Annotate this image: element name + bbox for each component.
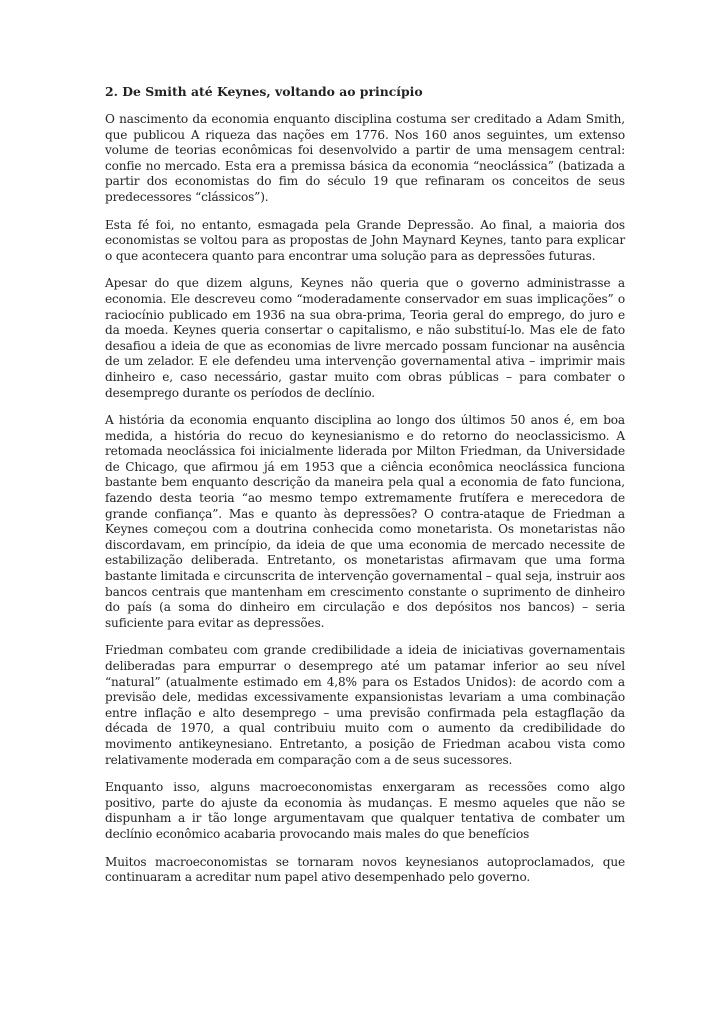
document-page [105,84,625,898]
paragraph: Friedman combateu com grande credibilidade a ideia de iniciativas governamentais deliberadas para empurrar o desemprego até um patamar inferior ao seu nível “natural” (atualmente estimado em 4,8% para os Estados Unidos): de acordo com a previsão dele, medidas excessivamente expansionistas levariam a uma combinação entre inflação e alto desemprego – uma previsão confirmada pela estagflação da década de 1970, a qual contribuiu muito com o aumento da credibilidade do movimento antikeynesiano. Entretanto, a posição de Friedman acabou vista como relativamente moderada em comparação com a de seus sucessores. [105,643,625,767]
paragraph: Muitos macroeconomistas se tornaram novos keynesianos autoproclamados, que continuaram a acreditar num papel ativo desempenhado pelo governo. [105,854,625,885]
paragraph: Enquanto isso, alguns macroeconomistas enxergaram as recessões como algo positivo, parte do ajuste da economia às mudanças. E mesmo aqueles que não se dispunham a ir tão longe argumentavam que qualquer tentativa de combater um declínio econômico acabaria provocando mais males do que benefícios [105,780,625,841]
paragraph: A história da economia enquanto disciplina ao longo dos últimos 50 anos é, em boa medida, a história do recuo do keynesianismo e do retorno do neoclassicismo. A retomada neoclássica foi inicialmente liderada por Milton Friedman, da Universidade de Chicago, que afirmou já em 1953 que a ciência econômica neoclássica funciona bastante bem enquanto descrição da maneira pela qual a economia de fato funciona, fazendo desta teoria “ao mesmo tempo extremamente frutífera e merecedora de grande confiança”. Mas e quanto às depressões? O contra-ataque de Friedman a Keynes começou com a doutrina conhecida como monetarista. Os monetaristas não discordavam, em princípio, da ideia de que uma economia de mercado necessite de estabilização deliberada. Entretanto, os monetaristas afirmavam que uma forma bastante limitada e circunscrita de intervenção governamental – qual seja, instruir aos bancos centrais que mantenham em crescimento constante o suprimento de dinheiro do país (a soma do dinheiro em circulação e dos depósitos nos bancos) – seria suficiente para evitar as depressões. [105,413,625,630]
paragraph: Esta fé foi, no entanto, esmagada pela Grande Depressão. Ao final, a maioria dos economistas se voltou para as propostas de John Maynard Keynes, tanto para explicar o que acontecera quanto para encontrar uma solução para as depressões futuras. [105,217,625,263]
paragraph: O nascimento da economia enquanto disciplina costuma ser creditado a Adam Smith, que publicou A riqueza das nações em 1776. Nos 160 anos seguintes, um extenso volume de teorias econômicas foi desenvolvido a partir de uma mensagem central: confie no mercado. Esta era a premissa básica da economia “neoclássica” (batizada a partir dos economistas do fim do século 19 que refinaram os conceitos de seus predecessores “clássicos”). [105,112,625,204]
section-heading: 2. De Smith até Keynes, voltando ao princípio [105,84,423,99]
paragraph: Apesar do que dizem alguns, Keynes não queria que o governo administrasse a economia. Ele descreveu como “moderadamente conservador em suas implicações” o raciocínio publicado em 1936 na sua obra-prima, Teoria geral do emprego, do juro e da moeda. Keynes queria consertar o capitalismo, e não substituí-lo. Mas ele de fato desafiou a ideia de que as economias de livre mercado possam funcionar na ausência de um zelador. E ele defendeu uma intervenção governamental ativa – imprimir mais dinheiro e, caso necessário, gastar muito com obras públicas – para combater o desemprego durante os períodos de declínio. [105,276,625,400]
